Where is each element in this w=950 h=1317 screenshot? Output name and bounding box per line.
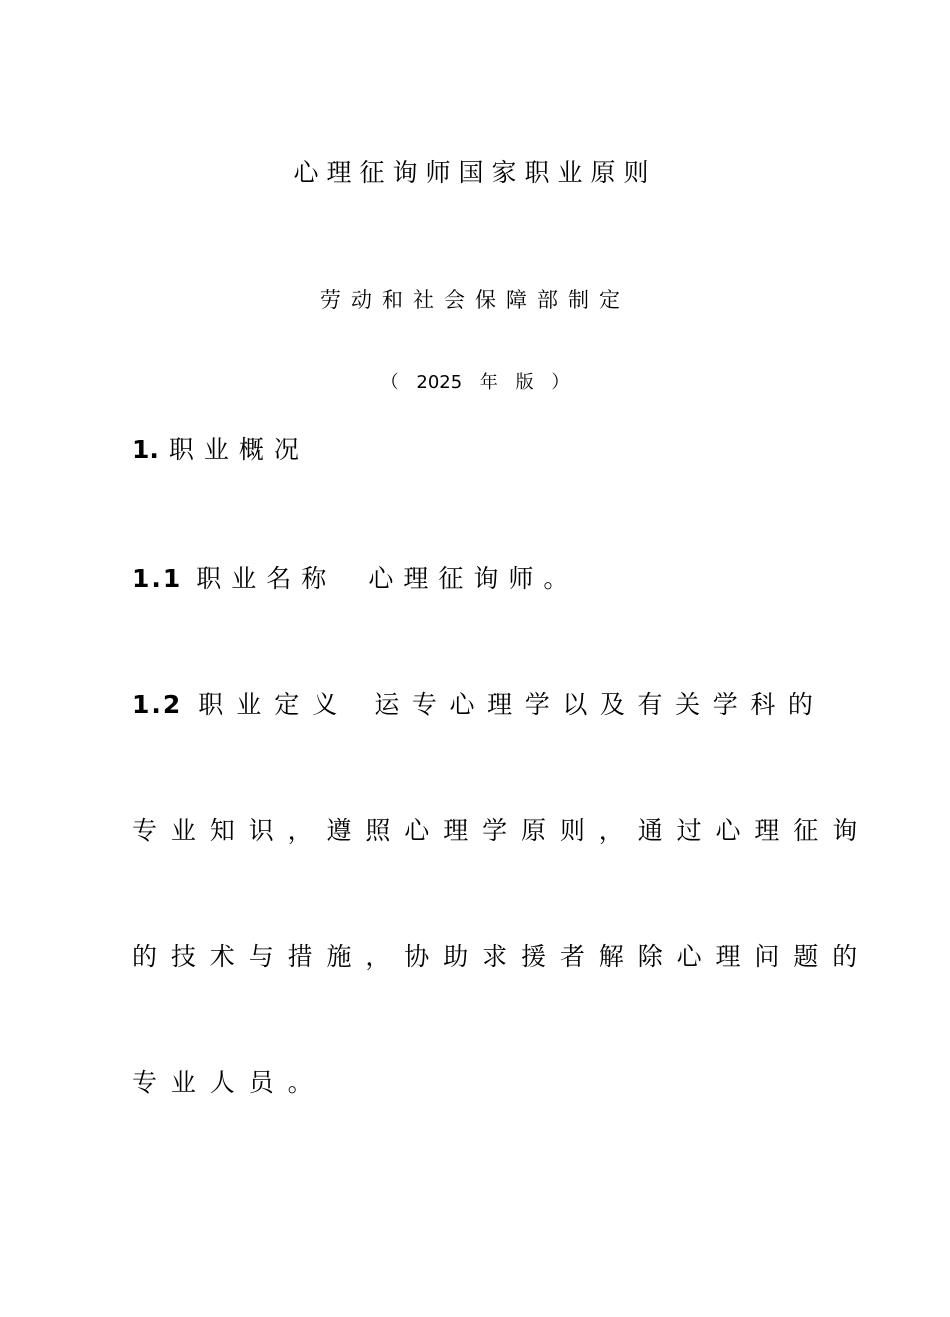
section-term: 职业定义 bbox=[198, 690, 351, 719]
definition-line: 专业人员。 bbox=[132, 1068, 327, 1097]
section-number: 1. bbox=[132, 435, 159, 464]
section-title: 职业概况 bbox=[168, 435, 309, 464]
definition-line: 的技术与措施，协助求援者解除心理问题的 bbox=[132, 942, 872, 971]
document-issuer: 劳动和社会保障部制定 bbox=[320, 288, 630, 312]
section-heading-1-2 bbox=[132, 692, 826, 717]
document-title: 心理征询师国家职业原则 bbox=[293, 158, 657, 187]
section-heading-1 bbox=[132, 437, 309, 462]
section-number: 1.2 bbox=[132, 690, 183, 719]
section-heading-1-1 bbox=[132, 566, 578, 591]
section-term: 职业名称 bbox=[196, 564, 337, 593]
section-number: 1.1 bbox=[132, 564, 183, 593]
document-edition: （ 2025 年 版 ） bbox=[380, 372, 570, 393]
section-value: 心理征询师。 bbox=[368, 564, 579, 593]
definition-line: 运专心理学以及有关学科的 bbox=[374, 690, 826, 719]
definition-line: 专业知识，遵照心理学原则，通过心理征询 bbox=[132, 816, 872, 845]
